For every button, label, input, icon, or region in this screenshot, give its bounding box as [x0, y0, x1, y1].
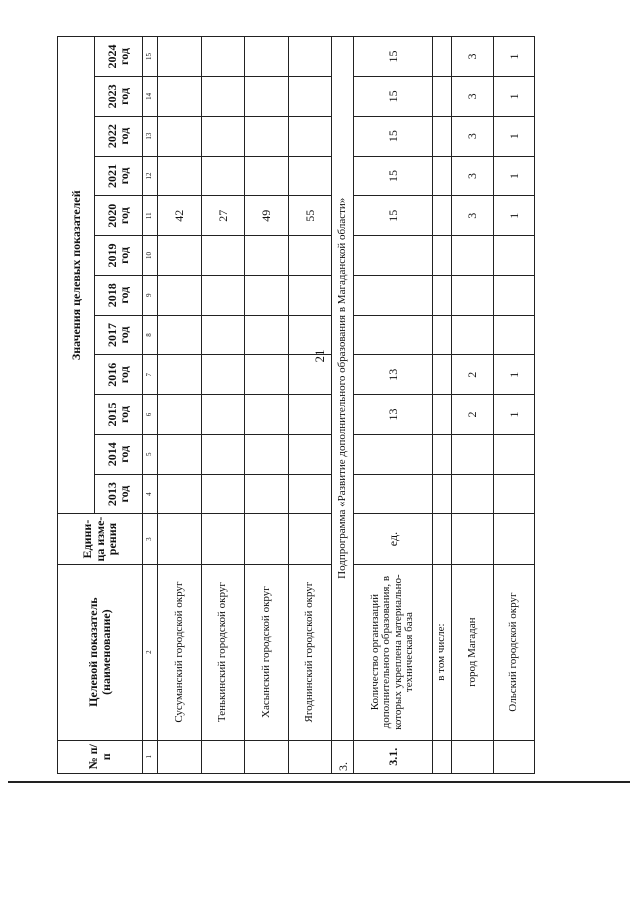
value-cell: 2 [452, 395, 493, 435]
value-cell [158, 116, 202, 156]
value-cell [452, 315, 493, 355]
row-3-1-num: 3.1. [354, 740, 432, 773]
column-number: 8 [142, 315, 157, 355]
value-cell [288, 116, 332, 156]
header-indicator: Целевой показатель (наименование) [58, 564, 143, 740]
section-num: 3. [332, 740, 354, 773]
value-cell [245, 116, 289, 156]
value-cell [158, 434, 202, 474]
value-cell [201, 395, 245, 435]
value-cell [245, 156, 289, 196]
value-cell [245, 275, 289, 315]
value-cell: 1 [493, 355, 534, 395]
value-cell: 3 [452, 116, 493, 156]
header-year: 2018 год [95, 275, 143, 315]
value-cell [452, 434, 493, 474]
header-year: 2024 год [95, 37, 143, 77]
header-year: 2023 год [95, 77, 143, 117]
row-name: Ольский городской округ [493, 564, 534, 740]
value-cell [288, 355, 332, 395]
value-cell: 1 [493, 116, 534, 156]
row-unit-cell [452, 514, 493, 564]
value-cell [158, 275, 202, 315]
row-num-cell [245, 740, 289, 773]
value-cell: 15 [354, 37, 432, 77]
value-cell [158, 315, 202, 355]
row-name: город Магадан [452, 564, 493, 740]
column-number: 15 [142, 37, 157, 77]
header-year: 2019 год [95, 236, 143, 276]
value-cell [288, 37, 332, 77]
header-year: 2016 год [95, 355, 143, 395]
value-cell: 15 [354, 156, 432, 196]
indicators-table [57, 36, 535, 774]
value-cell [158, 474, 202, 514]
value-cell [201, 236, 245, 276]
row-unit-cell [493, 514, 534, 564]
value-cell [288, 434, 332, 474]
rotated-table-container [57, 36, 535, 774]
table-row [158, 37, 202, 774]
row-name: Ягоднинский городской округ [288, 564, 332, 740]
value-cell [493, 315, 534, 355]
page-number: 21 [312, 349, 327, 363]
value-cell [245, 236, 289, 276]
column-number: 9 [142, 275, 157, 315]
row-3-1-unit: ед. [354, 514, 432, 564]
row-name: Хасынский городской округ [245, 564, 289, 740]
row-unit-cell [288, 514, 332, 564]
value-cell [245, 395, 289, 435]
value-cell [201, 434, 245, 474]
header-num: № п/п [58, 740, 143, 773]
column-number: 13 [142, 116, 157, 156]
value-cell: 3 [452, 77, 493, 117]
column-number: 5 [142, 434, 157, 474]
column-number: 6 [142, 395, 157, 435]
value-cell [493, 474, 534, 514]
row-including: в том числе: [432, 564, 452, 740]
row-num-cell [201, 740, 245, 773]
row-name: Сусуманский городской округ [158, 564, 202, 740]
value-cell [288, 275, 332, 315]
table-row [288, 37, 332, 774]
value-cell [452, 275, 493, 315]
row-num-cell [493, 740, 534, 773]
header-year: 2020 год [95, 196, 143, 236]
value-cell [288, 474, 332, 514]
row-3-1-name: Количество организаций дополнительного образования, в которых укреплена материально-техническая база [354, 564, 432, 740]
table-row [201, 37, 245, 774]
column-number: 3 [142, 514, 157, 564]
value-cell [245, 474, 289, 514]
value-cell: 3 [452, 156, 493, 196]
column-number: 1 [142, 740, 157, 773]
value-cell [288, 315, 332, 355]
value-cell [452, 236, 493, 276]
value-cell [354, 315, 432, 355]
value-cell: 2 [452, 355, 493, 395]
value-cell: 15 [354, 77, 432, 117]
value-cell [354, 474, 432, 514]
value-cell [201, 156, 245, 196]
header-year: 2014 год [95, 434, 143, 474]
value-cell [493, 434, 534, 474]
value-cell [288, 395, 332, 435]
value-cell: 13 [354, 395, 432, 435]
value-cell [158, 77, 202, 117]
value-cell [354, 236, 432, 276]
value-cell [354, 275, 432, 315]
page-bottom-rule [8, 781, 630, 783]
value-cell: 1 [493, 156, 534, 196]
value-cell [288, 236, 332, 276]
column-number: 4 [142, 474, 157, 514]
value-cell [201, 37, 245, 77]
column-number: 11 [142, 196, 157, 236]
value-cell: 15 [354, 196, 432, 236]
value-cell [201, 275, 245, 315]
value-cell: 3 [452, 196, 493, 236]
row-unit-cell [201, 514, 245, 564]
section-title: Подпрограмма «Развитие дополнительного образования в Магаданской области» [332, 37, 354, 741]
column-number: 2 [142, 564, 157, 740]
value-cell: 3 [452, 37, 493, 77]
column-number: 12 [142, 156, 157, 196]
value-cell: 1 [493, 395, 534, 435]
value-cell [158, 355, 202, 395]
value-cell [245, 37, 289, 77]
value-cell: 49 [245, 196, 289, 236]
column-number: 14 [142, 77, 157, 117]
value-cell [245, 77, 289, 117]
header-year: 2013 год [95, 474, 143, 514]
column-number: 7 [142, 355, 157, 395]
value-cell [493, 236, 534, 276]
table-row [245, 37, 289, 774]
row-num-cell [452, 740, 493, 773]
value-cell [201, 77, 245, 117]
header-year: 2021 год [95, 156, 143, 196]
header-year: 2022 год [95, 116, 143, 156]
value-cell: 42 [158, 196, 202, 236]
row-unit-cell [245, 514, 289, 564]
value-cell [201, 474, 245, 514]
row-num-cell [288, 740, 332, 773]
header-unit: Едини-ца изме-рения [58, 514, 143, 564]
value-cell [245, 355, 289, 395]
value-cell [452, 474, 493, 514]
header-values-group: Значения целевых показателей [58, 37, 95, 514]
value-cell: 55 [288, 196, 332, 236]
value-cell: 15 [354, 116, 432, 156]
header-year: 2017 год [95, 315, 143, 355]
value-cell [245, 315, 289, 355]
value-cell [493, 275, 534, 315]
value-cell [354, 434, 432, 474]
row-unit-cell [158, 514, 202, 564]
table-row [493, 37, 534, 774]
value-cell [288, 156, 332, 196]
value-cell: 27 [201, 196, 245, 236]
value-cell [201, 355, 245, 395]
value-cell [158, 395, 202, 435]
row-num-cell [158, 740, 202, 773]
value-cell: 1 [493, 77, 534, 117]
column-number: 10 [142, 236, 157, 276]
value-cell [245, 434, 289, 474]
row-name: Тенькинский городской округ [201, 564, 245, 740]
value-cell: 1 [493, 196, 534, 236]
value-cell: 13 [354, 355, 432, 395]
value-cell [201, 116, 245, 156]
table-row [452, 37, 493, 774]
value-cell [158, 156, 202, 196]
value-cell [158, 37, 202, 77]
value-cell: 1 [493, 37, 534, 77]
header-year: 2015 год [95, 395, 143, 435]
value-cell [158, 236, 202, 276]
value-cell [201, 315, 245, 355]
value-cell [288, 77, 332, 117]
